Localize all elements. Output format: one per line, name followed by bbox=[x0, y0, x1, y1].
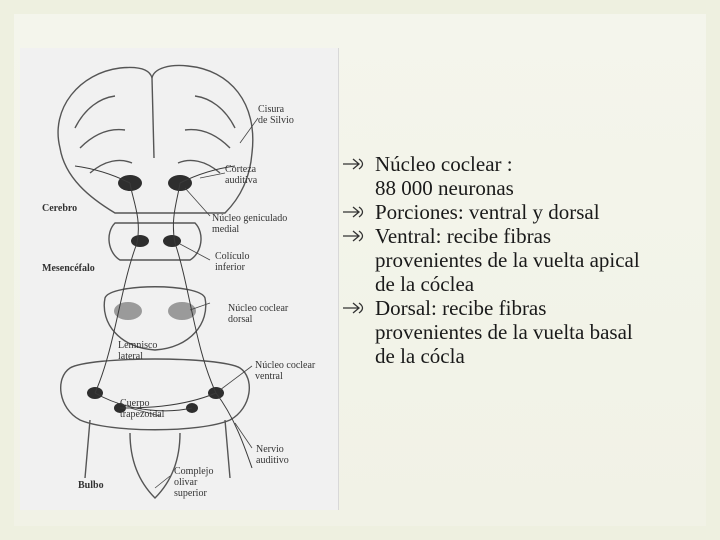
bullet-text: Núcleo coclear : 88 000 neuronas bbox=[375, 152, 514, 200]
arrow-bullet-icon bbox=[342, 205, 368, 219]
label-cuerpo-trapezoidal: Cuerpo trapezoidal bbox=[120, 398, 165, 420]
bullet-item bbox=[342, 200, 697, 224]
arrow-bullet-icon bbox=[342, 229, 368, 243]
label-nervio-auditivo: Nervio auditivo bbox=[256, 444, 289, 466]
bullet-item bbox=[342, 296, 697, 368]
label-bulbo: Bulbo bbox=[78, 480, 104, 491]
arrow-bullet-icon bbox=[342, 157, 368, 171]
label-geniculado-medial: Núcleo geniculado medial bbox=[212, 213, 288, 235]
label-coliculo-inferior: Colículo inferior bbox=[215, 251, 250, 273]
label-coclear-dorsal: Núcleo coclear dorsal bbox=[228, 303, 289, 325]
bullet-text: Porciones: ventral y dorsal bbox=[375, 200, 600, 224]
label-cisura-silvio: Cisura de Silvio bbox=[258, 104, 294, 126]
label-mesencefalo: Mesencéfalo bbox=[42, 263, 95, 274]
label-corteza-auditiva: Corteza auditiva bbox=[225, 164, 258, 186]
bullet-text: Dorsal: recibe fibras provenientes de la vuelta basal de la cócla bbox=[375, 296, 633, 368]
label-complejo-olivar: Complejo olivar superior bbox=[174, 466, 214, 499]
bullet-list bbox=[342, 152, 697, 368]
auditory-pathway-figure bbox=[20, 48, 339, 510]
label-cerebro: Cerebro bbox=[42, 203, 78, 214]
bullet-text: Ventral: recibe fibras provenientes de la vuelta apical de la cóclea bbox=[375, 224, 640, 296]
arrow-bullet-icon bbox=[342, 301, 368, 315]
label-lemnisco-lateral: Lemnisco lateral bbox=[118, 340, 158, 362]
label-coclear-ventral: Núcleo coclear ventral bbox=[255, 360, 316, 382]
bullet-item bbox=[342, 224, 697, 296]
bullet-item bbox=[342, 152, 697, 200]
